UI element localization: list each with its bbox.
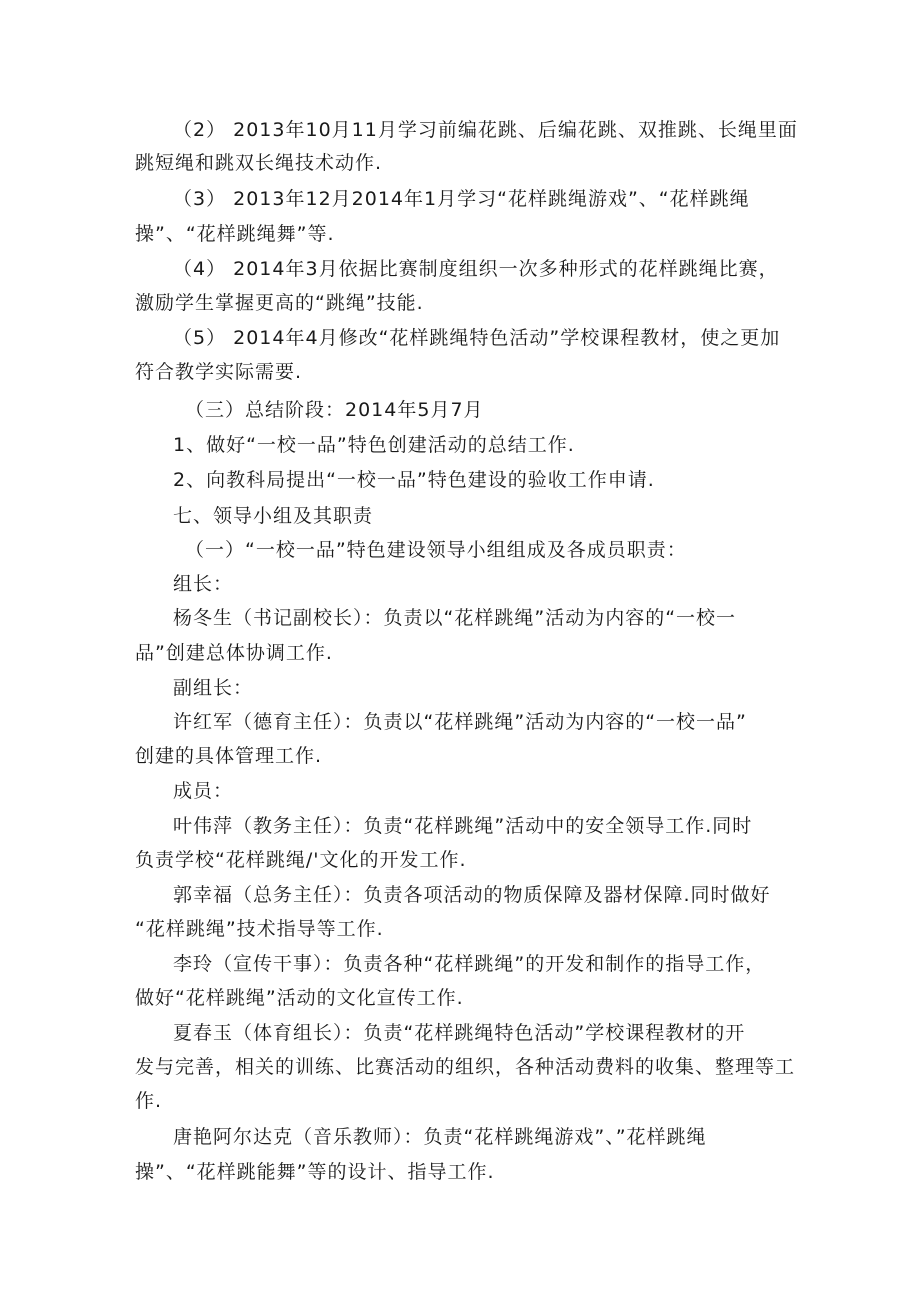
role-label: 组长：	[173, 573, 234, 595]
paragraph-line: （5） 2014年4月修改“花样跳绳特色活动”学校课程教材，使之更加	[173, 327, 781, 349]
paragraph-line: 操”、“花样跳绳舞”等.	[135, 223, 335, 245]
role-label: 副组长：	[173, 677, 254, 699]
paragraph-line: 夏春玉（体育组长）：负责“花样跳绳特色活动”学校课程教材的开	[173, 1022, 746, 1044]
paragraph-line: 李玲（宣传干事）：负责各种“花样跳绳”的开发和制作的指导工作，	[173, 953, 766, 975]
section-heading: （一）“一校一品”特色建设领导小组组成及各成员职责：	[185, 539, 687, 561]
section-heading: 七、领导小组及其职责	[173, 505, 374, 527]
list-item: 2、向教科局提出“一校一品”特色建设的验收工作申请.	[173, 469, 655, 491]
paragraph-line: （2） 2013年10月11月学习前编花跳、后编花跳、双推跳、长绳里面	[173, 119, 798, 141]
paragraph-line: 负责学校“花样跳绳/'文化的开发工作.	[135, 849, 467, 871]
section-heading: （三）总结阶段：2014年5月7月	[185, 399, 484, 421]
role-label: 成员：	[173, 780, 234, 802]
paragraph-line: （3） 2013年12月2014年1月学习“花样跳绳游戏”、“花样跳绳	[173, 188, 750, 210]
list-item: 1、做好“一校一品”特色创建活动的总结工作.	[173, 434, 575, 456]
paragraph-line: 作.	[135, 1090, 163, 1112]
paragraph-line: 杨冬生（书记副校长）：负责以“花样跳绳”活动为内容的“一校一	[173, 607, 737, 629]
paragraph-line: 叶伟萍（教务主任）：负责“花样跳绳”活动中的安全领导工作.同时	[173, 815, 753, 837]
paragraph-line: 做好“花样跳绳”活动的文化宣传工作.	[135, 987, 464, 1009]
paragraph-line: 发与完善，相关的训练、比赛活动的组织，各种活动费料的收集、整理等工	[135, 1056, 796, 1078]
paragraph-line: 跳短绳和跳双长绳技术动作.	[135, 152, 383, 174]
paragraph-line: 唐艳阿尔达克（音乐教师）：负责“花样跳绳游戏”、”花样跳绳	[173, 1126, 707, 1148]
paragraph-line: 操”、“花样跳能舞”等的设计、指导工作.	[135, 1161, 495, 1183]
paragraph-line: 许红军（德育主任）：负责以“花样跳绳”活动为内容的“一校一品”	[173, 711, 747, 733]
paragraph-line: 激励学生掌握更高的“跳绳”技能.	[135, 292, 424, 314]
paragraph-line: 郭幸福（总务主任）：负责各项活动的物质保障及器材保障.同时做好	[173, 884, 771, 906]
paragraph-line: 符合教学实际需要.	[135, 361, 303, 383]
paragraph-line: “花样跳绳”技术指导等工作.	[135, 918, 384, 940]
paragraph-line: （4） 2014年3月依据比赛制度组织一次多种形式的花样跳绳比赛，	[173, 258, 779, 280]
paragraph-line: 创建的具体管理工作.	[135, 745, 323, 767]
paragraph-line: 品”创建总体协调工作.	[135, 642, 333, 664]
